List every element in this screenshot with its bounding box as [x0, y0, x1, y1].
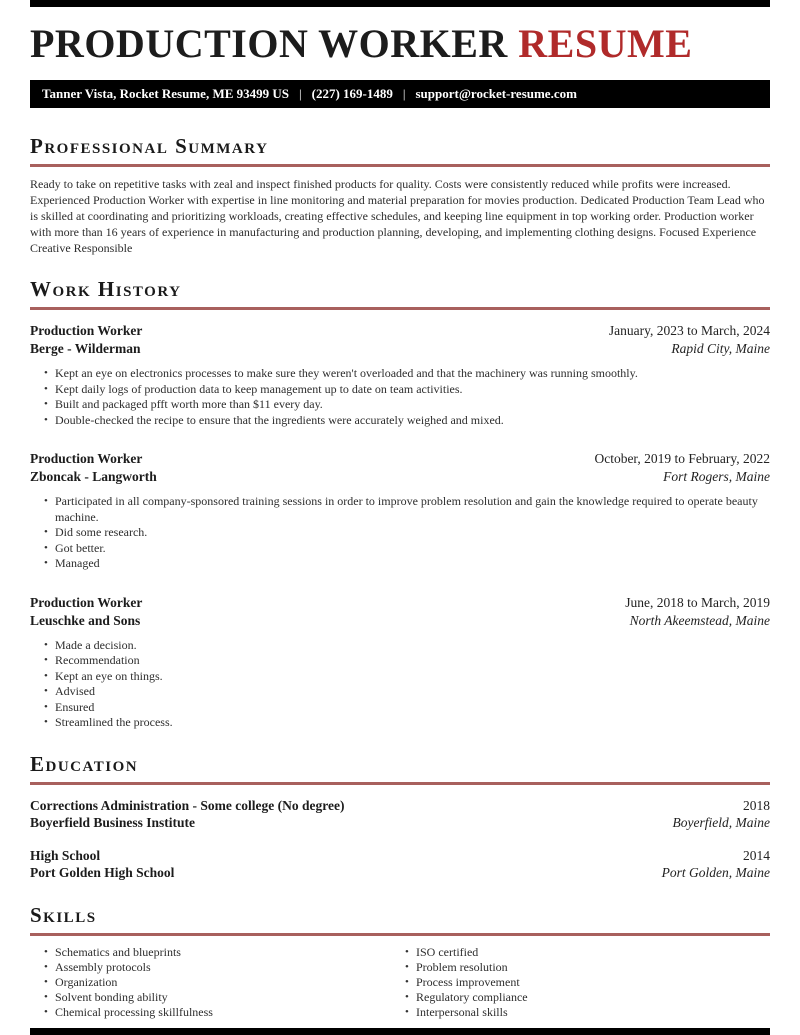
job-bullet-list	[30, 638, 770, 731]
education-school-row	[30, 864, 770, 882]
job-employer-row	[30, 612, 770, 630]
education-year: 2018	[743, 797, 770, 813]
page-title	[30, 22, 770, 65]
skill-item: • Schematics and blueprints	[44, 945, 400, 960]
job-location: Rapid City, Maine	[671, 341, 770, 357]
job-bullet: • Got better.	[44, 541, 770, 557]
skill-item: • Organization	[44, 975, 400, 990]
title-accent: RESUME	[518, 21, 693, 66]
job-employer: Berge - Wilderman	[30, 341, 141, 357]
education-entry	[30, 797, 770, 832]
job-bullet: • Recommendation	[44, 653, 770, 669]
work-history-heading: Work History	[30, 277, 770, 310]
job-dates: June, 2018 to March, 2019	[625, 594, 770, 610]
job-bullet: • Participated in all company-sponsored training sessions in order to improve problem resolution and gain the knowledge required to operate beauty machine.	[44, 494, 770, 525]
job-location: Fort Rogers, Maine	[663, 469, 770, 485]
education-degree-row	[30, 797, 770, 815]
skill-item: • Assembly protocols	[44, 960, 400, 975]
contact-separator-2: |	[402, 86, 406, 102]
job-title-row	[30, 450, 770, 468]
job-title: Production Worker	[30, 323, 143, 339]
education-year: 2014	[743, 847, 770, 863]
skill-item: • ISO certified	[405, 945, 770, 960]
job-entry	[30, 594, 770, 731]
education-location: Boyerfield, Maine	[672, 815, 770, 831]
skills-heading: Skills	[30, 903, 770, 936]
skill-item: • Process improvement	[405, 975, 770, 990]
education-degree: Corrections Administration - Some college (No degree)	[30, 797, 345, 813]
education-heading: Education	[30, 752, 770, 785]
job-employer-row	[30, 340, 770, 358]
contact-separator-1: |	[299, 86, 302, 102]
skills-left-column	[30, 945, 400, 1020]
skills-columns	[30, 945, 770, 1020]
bottom-border-bar	[30, 1028, 770, 1035]
job-bullet: • Made a decision.	[44, 638, 770, 654]
job-entry	[30, 450, 770, 572]
skills-right-column	[400, 945, 770, 1020]
skill-item: • Problem resolution	[405, 960, 770, 975]
education-school: Boyerfield Business Institute	[30, 815, 196, 831]
job-title-row	[30, 594, 770, 612]
skill-item: • Solvent bonding ability	[44, 990, 400, 1005]
job-employer-row	[30, 468, 770, 486]
job-location: North Akeemstead, Maine	[629, 612, 770, 628]
education-location: Port Golden, Maine	[661, 865, 770, 881]
job-title: Production Worker	[30, 594, 143, 610]
job-entry	[30, 322, 770, 428]
job-bullet-list	[30, 494, 770, 572]
job-bullet: • Streamlined the process.	[44, 715, 770, 731]
top-border-bar	[30, 0, 770, 7]
job-bullet: • Did some research.	[44, 525, 770, 541]
skill-item: • Regulatory compliance	[405, 990, 770, 1005]
title-main: PRODUCTION WORKER	[30, 21, 508, 66]
contact-phone: (227) 169-1489	[311, 86, 393, 102]
job-bullet-list	[30, 366, 770, 428]
job-bullet: • Kept an eye on things.	[44, 669, 770, 685]
job-bullet: • Managed	[44, 556, 770, 572]
skill-item: • Interpersonal skills	[405, 1005, 770, 1020]
contact-address: Tanner Vista, Rocket Resume, ME 93499 US	[42, 86, 290, 102]
job-bullet: • Double-checked the recipe to ensure that the ingredients were accurately weighed and mixed.	[44, 413, 770, 429]
job-bullet: • Built and packaged pfft worth more than $11 every day.	[44, 397, 770, 413]
skill-item: • Chemical processing skillfulness	[44, 1005, 400, 1020]
education-degree-row	[30, 847, 770, 865]
job-dates: October, 2019 to February, 2022	[594, 451, 770, 467]
education-entry	[30, 847, 770, 882]
contact-email: support@rocket-resume.com	[415, 86, 577, 102]
summary-text: Ready to take on repetitive tasks with zeal and inspect finished products for quality. Costs were consistently reduced while profits were increased. Experienced Production Worker with expertise in line monitoring and material preparation for movies production. Dedicated Production Team Lead who is skilled at coordinating and prioritizing workloads, creating effective schedules, and keeping line equipment in top working order. Production worker with more than 16 years of experience in manufacturing and production planning, developing, and implementing clothing designs. Focused Experience Creative Responsible	[30, 177, 765, 256]
job-bullet: • Kept daily logs of production data to keep management up to date on team activities.	[44, 382, 770, 398]
job-employer: Zboncak - Langworth	[30, 469, 157, 485]
education-degree: High School	[30, 847, 101, 863]
job-title-row	[30, 322, 770, 340]
job-employer: Leuschke and Sons	[30, 612, 141, 628]
job-dates: January, 2023 to March, 2024	[608, 323, 770, 339]
summary-heading: Professional Summary	[30, 134, 770, 167]
contact-bar	[30, 80, 770, 108]
job-bullet: • Ensured	[44, 700, 770, 716]
job-bullet: • Advised	[44, 684, 770, 700]
job-bullet: • Kept an eye on electronics processes to make sure they weren't overloaded and that the machinery was running smoothly.	[44, 366, 770, 382]
education-school-row	[30, 814, 770, 832]
education-school: Port Golden High School	[30, 865, 175, 881]
job-title: Production Worker	[30, 451, 143, 467]
